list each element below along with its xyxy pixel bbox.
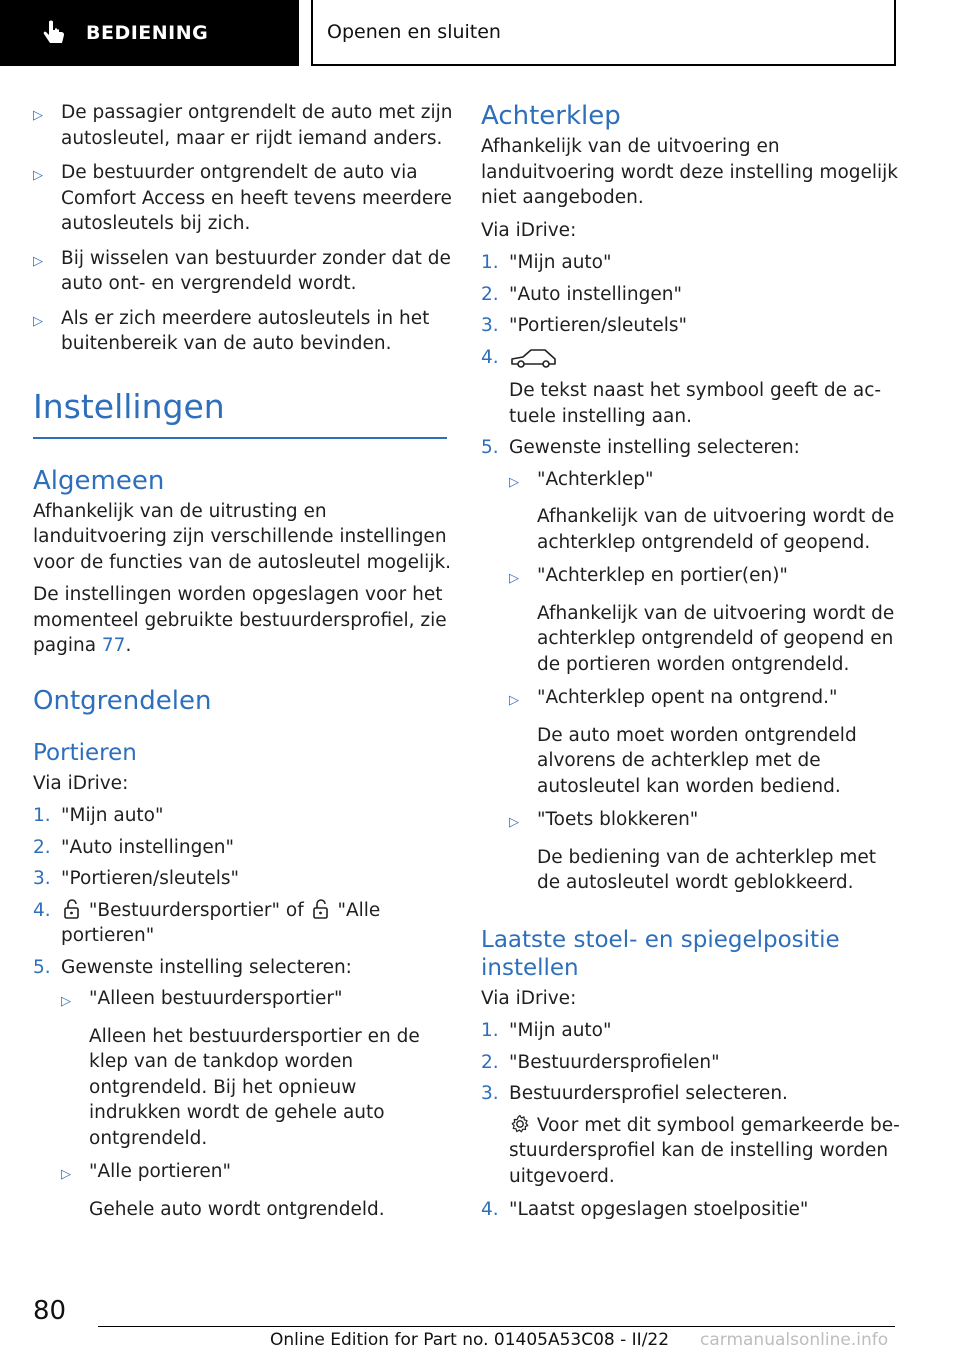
chapter-tab: [311, 0, 896, 66]
list-item: ▷ "Alle portieren": [61, 1159, 453, 1188]
unlock-icon: [61, 898, 83, 920]
list-item: 1. "Mijn auto": [481, 1020, 612, 1041]
heading-laatste-stoelpositie: Laatste stoel- en spiegelpositie instellen: [481, 926, 840, 981]
option-description: Gehele auto wordt ontgrendeld.: [89, 1198, 385, 1220]
list-item: 1. "Mijn auto": [481, 252, 612, 273]
list-item: 2. "Auto instellingen": [481, 283, 682, 305]
list-item: 4. "Laatst opgeslagen stoelpositie": [481, 1199, 809, 1220]
bullet-triangle-icon: ▷: [33, 313, 43, 329]
heading-ontgrendelen: Ontgrendelen: [33, 685, 212, 716]
page-link[interactable]: 77: [101, 635, 126, 656]
list-item: 1. "Mijn auto": [33, 805, 164, 826]
list-item: ▷ "Achterklep": [509, 467, 901, 496]
bullet-triangle-icon: ▷: [509, 815, 519, 830]
list-item: ▷ "Alleen bestuurdersportier": [61, 986, 453, 1015]
heading-achterklep: Achterklep: [481, 101, 621, 131]
list-item: 3. "Portieren/sleutels": [33, 868, 240, 889]
list-item: ▷ "Achterklep en portier(en)": [509, 563, 901, 592]
paragraph: Via iDrive:: [481, 987, 577, 1009]
list-item: ▷ "Toets blokkeren": [509, 807, 901, 836]
list-item: ▷ Als er zich meerdere autosleutels in het buitenbereik van de auto bevinden.: [33, 306, 453, 357]
option-description: Afhankelijk van de uitvoering wordt de achterklep ontgrendeld of geopend.: [537, 506, 895, 553]
footer-edition: Online Edition for Part no. 01405A53C08 - II/22: [270, 1330, 670, 1350]
page-number: 80: [33, 1296, 67, 1326]
bullet-triangle-icon: ▷: [61, 1167, 71, 1182]
heading-instellingen: Instellingen: [33, 387, 447, 439]
paragraph: Via iDrive:: [33, 772, 129, 794]
chapter-title: Openen en sluiten: [327, 21, 501, 43]
list-item: 4. "Bestuurdersportier" of "Alle portieren": [33, 899, 381, 946]
bullet-triangle-icon: ▷: [33, 253, 43, 269]
bullet-triangle-icon: ▷: [509, 474, 519, 490]
list-item: 3. "Portieren/sleutels": [481, 315, 688, 336]
list-item: 5. Gewenste instelling selecteren:: [33, 956, 352, 978]
list-item: 5. Gewenste instelling selecteren:: [481, 437, 800, 458]
list-item: 2. "Bestuurdersprofielen": [481, 1051, 720, 1073]
car-tailgate-icon: [509, 345, 559, 371]
step-note: Voor met dit symbool gemarkeerde bestuurdersprofiel kan de instelling worden uitgevoerd.: [509, 1114, 900, 1187]
list-item: 2. "Auto instellingen": [33, 836, 234, 858]
list-item: 4. De tekst naast het symbool geeft de actuele instelling aan.: [481, 346, 882, 427]
list-item: ▷ Bij wisselen van bestuurder zonder dat de auto ont- en vergrendeld wordt.: [33, 246, 453, 297]
list-item: ▷ "Achterklep opent na ontgrend.": [509, 685, 901, 714]
watermark: carmanualsonline.info: [700, 1330, 889, 1350]
paragraph: Via iDrive:: [481, 219, 577, 241]
list-item: ▷ De bestuurder ontgrendelt de auto via Comfort Access en heeft tevens meerdere autosleutels bij zich.: [33, 160, 453, 237]
option-description: De bediening van de achterklep met de autosleutel wordt geblokkeerd.: [537, 846, 876, 893]
paragraph: De instellingen worden opgeslagen voor het momenteel gebruikte bestuurdersprofiel, zie pagina 77.: [33, 584, 447, 656]
section-tab: [0, 0, 299, 66]
bullet-triangle-icon: ▷: [61, 994, 71, 1009]
paragraph: Afhankelijk van de uitrusting en landuitvoering zijn verschillende instellingen voor de functies van de autosleutel mogelijk.: [33, 500, 452, 573]
footer-divider: [98, 1326, 895, 1327]
list-item: 3. Bestuurdersprofiel selecteren.: [481, 1083, 788, 1104]
section-title: BEDIENING: [86, 22, 209, 44]
heading-portieren: Portieren: [33, 739, 137, 766]
unlock-icon: [310, 898, 332, 920]
option-description: De auto moet worden ontgrendeld alvorens de achterklep met de autosleutel kan worden bediend.: [537, 724, 857, 797]
gear-icon: [509, 1113, 531, 1135]
bullet-triangle-icon: ▷: [509, 693, 519, 708]
list-item: ▷ De passagier ontgrendelt de auto met zijn autosleutel, maar er rijdt iemand anders.: [33, 100, 453, 151]
right-column: [481, 100, 901, 1229]
hand-pointer-icon: [40, 18, 70, 48]
bullet-triangle-icon: ▷: [33, 168, 43, 183]
bullet-triangle-icon: ▷: [509, 571, 519, 586]
paragraph: Afhankelijk van de uitvoering en landuitvoering wordt deze instelling mogelijk niet aangeboden.: [481, 136, 899, 208]
option-description: Afhankelijk van de uitvoering wordt de achterklep ontgrendeld of geopend en de portieren worden ontgrendeld.: [537, 602, 895, 675]
option-description: Alleen het bestuurdersportier en de klep van de tankdop worden ontgrendeld. Bij het opnieuw indrukken wordt de gehele auto ontgrendeld.: [89, 1025, 420, 1149]
bullet-triangle-icon: ▷: [33, 108, 43, 123]
heading-algemeen: Algemeen: [33, 465, 165, 496]
left-column: [33, 100, 453, 1230]
